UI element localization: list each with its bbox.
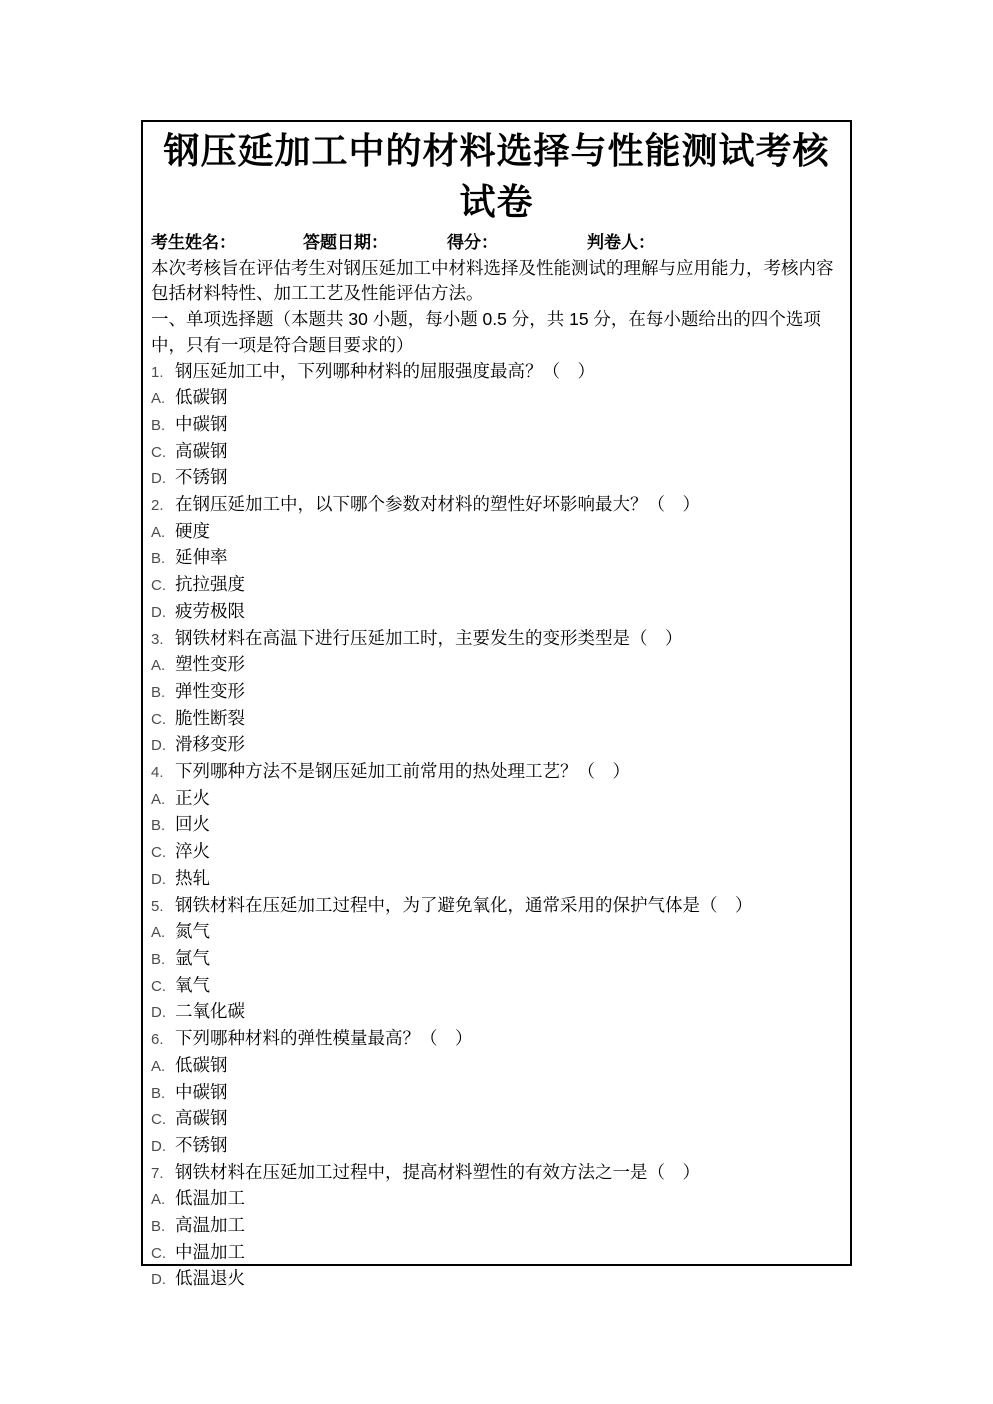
option-line	[151, 706, 842, 733]
option-line	[151, 1240, 842, 1267]
option-label: D.	[151, 870, 166, 888]
option-text: 不锈钢	[175, 1134, 228, 1155]
question-line	[151, 492, 842, 519]
option-text: 氩气	[175, 947, 210, 968]
option-text: 高碳钢	[175, 1108, 228, 1129]
option-line	[151, 839, 842, 866]
option-text: 脆性断裂	[175, 707, 245, 728]
option-text: 不锈钢	[175, 467, 228, 488]
option-text: 中碳钢	[175, 413, 228, 434]
exam-title	[151, 126, 842, 228]
option-text: 弹性变形	[175, 680, 245, 701]
option-line	[151, 812, 842, 839]
option-line	[151, 973, 842, 1000]
option-label: C.	[151, 1244, 166, 1262]
option-line	[151, 1080, 842, 1107]
option-line	[151, 519, 842, 546]
option-line	[151, 652, 842, 679]
question-block	[151, 626, 842, 760]
option-label: B.	[151, 416, 166, 434]
question-text: 下列哪种方法不是钢压延加工前常用的热处理工艺？（ ）	[175, 761, 630, 782]
question-block	[151, 1026, 842, 1160]
option-line	[151, 732, 842, 759]
question-number: 3.	[151, 630, 164, 648]
option-line	[151, 1266, 842, 1293]
option-text: 热轧	[175, 867, 210, 888]
question-number: 1.	[151, 363, 164, 381]
option-line	[151, 786, 842, 813]
option-line	[151, 866, 842, 893]
section-heading: 一、单项选择题（本题共 30 小题，每小题 0.5 分，共 15 分，在每小题给出的四个选项中，只有一项是符合题目要求的）	[151, 309, 821, 355]
option-label: C.	[151, 443, 166, 461]
option-line	[151, 599, 842, 626]
field-grader: 判卷人：	[587, 233, 655, 252]
question-line	[151, 759, 842, 786]
option-label: C.	[151, 1111, 166, 1129]
option-text: 氮气	[175, 921, 210, 942]
option-text: 低碳钢	[175, 1054, 228, 1075]
question-block	[151, 759, 842, 893]
option-line	[151, 1053, 842, 1080]
question-line	[151, 1026, 842, 1053]
option-label: A.	[151, 657, 166, 675]
option-text: 抗拉强度	[175, 574, 245, 595]
option-label: B.	[151, 817, 166, 835]
option-label: D.	[151, 737, 166, 755]
question-block	[151, 359, 842, 493]
option-line	[151, 1213, 842, 1240]
question-number: 7.	[151, 1164, 164, 1182]
option-label: A.	[151, 390, 166, 408]
option-text: 延伸率	[175, 547, 228, 568]
option-label: C.	[151, 710, 166, 728]
option-text: 高温加工	[175, 1215, 245, 1236]
question-list	[151, 359, 842, 1294]
option-text: 塑性变形	[175, 654, 245, 675]
option-label: B.	[151, 550, 166, 568]
question-text: 下列哪种材料的弹性模量最高？（ ）	[175, 1028, 473, 1049]
question-number: 5.	[151, 897, 164, 915]
option-text: 低温退火	[175, 1268, 245, 1289]
option-label: D.	[151, 1271, 166, 1289]
option-label: A.	[151, 924, 166, 942]
option-line	[151, 1106, 842, 1133]
option-line	[151, 999, 842, 1026]
option-line	[151, 1186, 842, 1213]
exam-paper-border	[141, 120, 852, 1289]
option-line	[151, 412, 842, 439]
option-label: D.	[151, 1137, 166, 1155]
option-label: B.	[151, 1084, 166, 1102]
option-text: 氧气	[175, 974, 210, 995]
question-text: 钢铁材料在压延加工过程中，提高材料塑性的有效方法之一是（ ）	[175, 1161, 700, 1182]
question-block	[151, 492, 842, 626]
option-label: C.	[151, 844, 166, 862]
option-text: 硬度	[175, 520, 210, 541]
question-text: 在钢压延加工中，以下哪个参数对材料的塑性好坏影响最大？（ ）	[175, 494, 700, 515]
option-text: 低碳钢	[175, 387, 228, 408]
question-line	[151, 626, 842, 653]
option-text: 回火	[175, 814, 210, 835]
field-examinee-name: 考生姓名：	[151, 233, 236, 252]
option-label: A.	[151, 1057, 166, 1075]
option-text: 二氧化碳	[175, 1001, 245, 1022]
meta-row	[151, 230, 842, 256]
option-text: 高碳钢	[175, 440, 228, 461]
exam-intro: 本次考核旨在评估考生对钢压延加工中材料选择及性能测试的理解与应用能力，考核内容包括材料特性、加工工艺及性能评估方法。	[151, 257, 834, 304]
option-label: A.	[151, 1191, 166, 1209]
question-text: 钢铁材料在压延加工过程中，为了避免氧化，通常采用的保护气体是（ ）	[175, 894, 753, 915]
option-label: A.	[151, 790, 166, 808]
field-score: 得分：	[447, 233, 498, 252]
question-block	[151, 893, 842, 1027]
option-line	[151, 679, 842, 706]
option-text: 滑移变形	[175, 734, 245, 755]
option-line	[151, 572, 842, 599]
option-line	[151, 385, 842, 412]
question-line	[151, 359, 842, 386]
option-line	[151, 465, 842, 492]
option-text: 疲劳极限	[175, 600, 245, 621]
option-text: 中温加工	[175, 1241, 245, 1262]
option-label: C.	[151, 977, 166, 995]
option-label: B.	[151, 1218, 166, 1236]
option-line	[151, 1133, 842, 1160]
option-label: D.	[151, 470, 166, 488]
exam-title-line1: 钢压延加工中的材料选择与性能测试考核	[163, 131, 830, 171]
option-text: 正火	[175, 787, 210, 808]
option-text: 低温加工	[175, 1188, 245, 1209]
question-text: 钢铁材料在高温下进行压延加工时，主要发生的变形类型是（ ）	[175, 627, 683, 648]
question-line	[151, 1160, 842, 1187]
question-number: 4.	[151, 764, 164, 782]
option-label: A.	[151, 523, 166, 541]
option-line	[151, 946, 842, 973]
question-block	[151, 1160, 842, 1294]
option-line	[151, 545, 842, 572]
field-answer-date: 答题日期：	[303, 233, 388, 252]
option-label: B.	[151, 683, 166, 701]
question-text: 钢压延加工中，下列哪种材料的屈服强度最高？（ ）	[175, 360, 595, 381]
option-label: C.	[151, 577, 166, 595]
option-label: D.	[151, 1004, 166, 1022]
question-number: 6.	[151, 1031, 164, 1049]
question-number: 2.	[151, 497, 164, 515]
option-text: 中碳钢	[175, 1081, 228, 1102]
option-text: 淬火	[175, 841, 210, 862]
exam-title-line2: 试卷	[459, 182, 534, 222]
option-label: B.	[151, 950, 166, 968]
option-line	[151, 919, 842, 946]
option-label: D.	[151, 603, 166, 621]
option-line	[151, 439, 842, 466]
question-line	[151, 893, 842, 920]
